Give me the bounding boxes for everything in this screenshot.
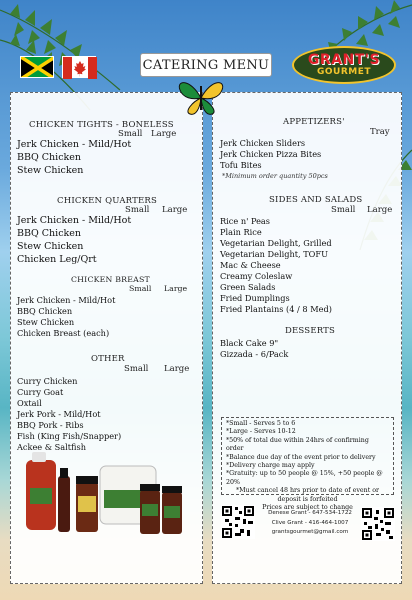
section-title-desserts: DESSERTS: [285, 326, 336, 336]
terms-line: *Balance due day of the event prior to delivery: [226, 453, 376, 461]
list-item: Plain Rice: [220, 227, 262, 237]
terms-line: *Delivery charge may apply: [226, 462, 315, 470]
logo-main-text: GRANT'S: [307, 52, 381, 68]
list-item: Jerk Chicken - Mild/Hot: [17, 139, 132, 150]
col-large-breast: Large: [164, 284, 188, 293]
contact-info: [265, 509, 355, 538]
butterfly-icon: [176, 76, 226, 118]
section-title-other: OTHER: [91, 354, 125, 364]
col-small-thighs: Small: [118, 129, 143, 139]
list-item: BBQ Chicken: [17, 306, 73, 316]
list-item: Jerk Chicken Sliders: [220, 138, 306, 148]
jamaica-flag-icon: [20, 56, 54, 78]
list-item: Jerk Chicken Pizza Bites: [220, 149, 322, 159]
list-item: Green Salads: [220, 282, 276, 292]
terms-line: *Large - Serves 10-12: [226, 428, 296, 436]
terms-line: deposit is forfeited: [277, 495, 338, 503]
list-item: Jerk Pork - Mild/Hot: [17, 409, 101, 419]
list-item: Tofu Bites: [220, 160, 262, 170]
appetizers-note: *Minimum order quantity 50pcs: [222, 172, 328, 180]
list-item: Mac & Cheese: [220, 260, 281, 270]
list-item: Jerk Chicken - Mild/Hot: [17, 215, 132, 226]
list-item: Jerk Chicken - Mild/Hot: [17, 295, 116, 305]
right-menu-panel: [212, 92, 402, 584]
list-item: BBQ Chicken: [17, 228, 82, 239]
list-item: Curry Chicken: [17, 376, 78, 386]
list-item: Curry Goat: [17, 387, 64, 397]
terms-line: *Gratuity: up to 50 people @ 15%, +50 people @: [226, 470, 383, 478]
list-item: Ackee & Saltfish: [17, 442, 86, 452]
terms-line: 20%: [226, 478, 240, 486]
grants-gourmet-logo: [292, 46, 396, 84]
terms-line: *Small - Serves 5 to 6: [226, 420, 296, 427]
list-item: BBQ Chicken: [17, 152, 82, 163]
list-item: Stew Chicken: [17, 165, 84, 176]
contact-line: Denese Grant - 647-534-1722: [268, 510, 352, 516]
contact-line: Clive Grant - 416-464-1007: [271, 519, 349, 526]
list-item: Stew Chicken: [17, 317, 75, 327]
list-item: Fish (King Fish/Snapper): [17, 431, 122, 441]
col-tray: Tray: [370, 127, 390, 137]
list-item: Fried Plantains (4 / 8 Med): [220, 304, 332, 314]
list-item: Chicken Leg/Qrt: [17, 254, 97, 265]
list-item: Fried Dumplings: [220, 293, 290, 303]
list-item: BBQ Pork - Ribs: [17, 420, 84, 430]
terms-line: *Must cancel 48 hrs prior to date of event or: [235, 487, 380, 495]
qr-code-icon[interactable]: [221, 505, 255, 539]
list-item: Black Cake 9": [220, 338, 279, 348]
list-item: Oxtail: [17, 398, 42, 408]
col-small-quarters: Small: [125, 205, 150, 215]
list-item: Gizzada - 6/Pack: [220, 349, 289, 359]
section-title-sides: SIDES AND SALADS: [269, 195, 363, 205]
sauce-products-image: [22, 452, 188, 538]
list-item: Stew Chicken: [17, 241, 84, 252]
terms-box: [221, 417, 394, 512]
col-small-breast: Small: [129, 284, 152, 293]
section-title-quarters: CHICKEN QUARTERS: [57, 196, 158, 206]
terms-line: order: [226, 445, 244, 453]
section-title-appetizers: APPETIZERS': [283, 117, 345, 127]
col-large-thighs: Large: [151, 129, 177, 139]
list-item: Vegetarian Delight, TOFU: [220, 249, 328, 259]
col-large-sides: Large: [367, 205, 393, 215]
terms-line: *50% of total due within 24hrs of confirming: [226, 436, 369, 444]
list-item: Creamy Coleslaw: [220, 271, 293, 281]
list-item: Vegetarian Delight, Grilled: [220, 238, 332, 248]
page-title: CATERING MENU: [140, 53, 272, 77]
list-item: Rice n' Peas: [220, 216, 271, 226]
qr-code-icon[interactable]: [361, 507, 395, 541]
col-large-quarters: Large: [162, 205, 188, 215]
terms-line: Prices are subject to change: [262, 504, 353, 512]
col-large-other: Large: [164, 364, 190, 374]
list-item: Chicken Breast (each): [17, 328, 110, 338]
contact-email[interactable]: grantsgourmet@gmail.com: [271, 529, 349, 535]
logo-sub-text: GOURMET: [316, 67, 372, 77]
col-small-sides: Small: [331, 205, 356, 215]
canada-flag-icon: [62, 56, 96, 78]
col-small-other: Small: [124, 364, 149, 374]
section-title-breast: CHICKEN BREAST: [71, 275, 150, 284]
section-title-thighs: CHICKEN TIGHTS - BONELESS: [29, 120, 174, 130]
